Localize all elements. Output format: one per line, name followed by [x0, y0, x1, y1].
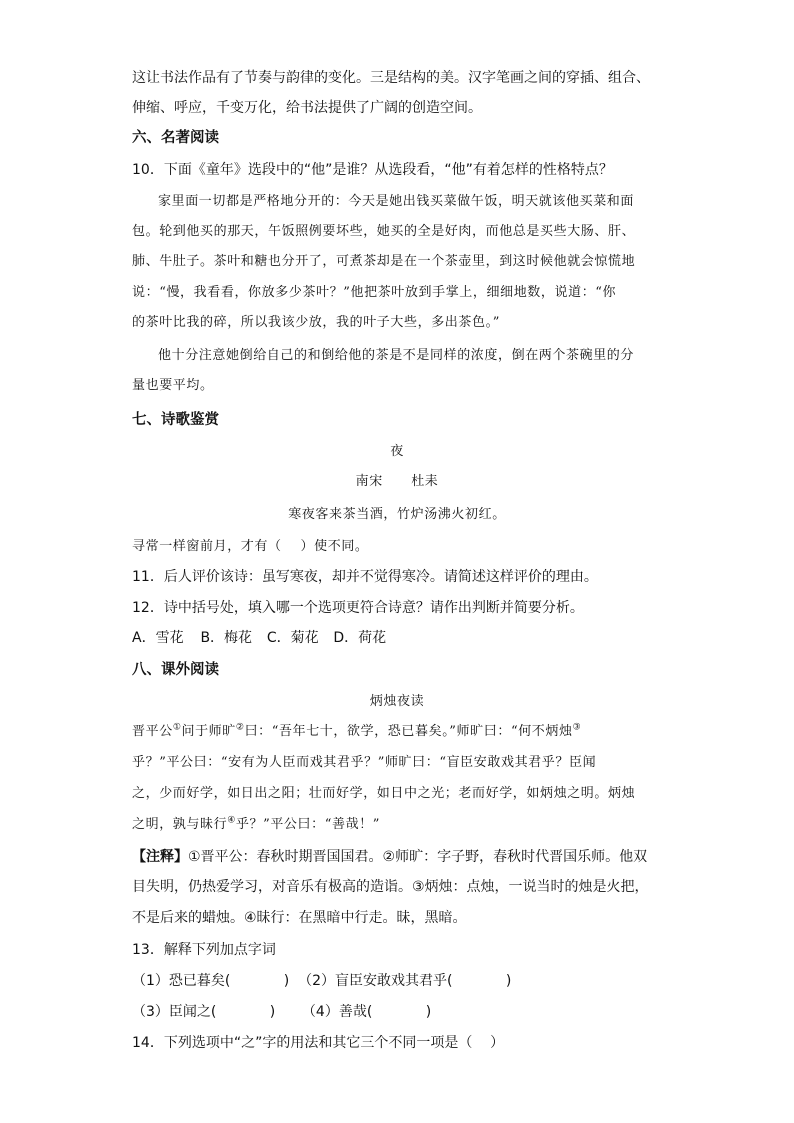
- section-6-heading: 六、名著阅读: [132, 130, 219, 146]
- question-10: 10．下面《童年》选段中的“他”是谁？从选段看，“他”有着怎样的性格特点？: [132, 162, 613, 178]
- annotation-label: 【注释】: [132, 849, 188, 865]
- footnote-marker: ②: [235, 722, 245, 733]
- passage-line: 包。轮到他买的那天，午饭照例要坏些，她买的全是好肉，而他总是买些大肠、肝、: [132, 224, 636, 239]
- passage-line: 量也要平均。: [132, 378, 214, 393]
- footnote-marker: ④: [227, 815, 236, 826]
- option-c: C．菊花: [266, 630, 319, 646]
- footnote-marker: ③: [572, 722, 582, 733]
- question-13-items-1: （1）恐已暮矣( ) （2）盲臣安敢戏其君乎( ): [132, 973, 512, 989]
- classical-passage-line: 乎？”平公曰：“安有为人臣而戏其君乎？”师旷曰：“盲臣安敢戏其君乎？臣闻: [132, 755, 597, 770]
- passage-line: 家里面一切都是严格地分开的：今天是她出钱买菜做午饭，明天就该他买菜和面: [158, 194, 635, 209]
- poem-line-1: 寒夜客来茶当酒，竹炉汤沸火初红。: [288, 507, 506, 522]
- intro-line-1: 这让书法作品有了节奏与韵律的变化。三是结构的美。汉字笔画之间的穿插、组合、: [132, 70, 650, 86]
- passage-line: 的茶叶比我的碎，所以我该少放，我的叶子大些，多出茶色。”: [132, 315, 500, 330]
- poem-title: 夜: [390, 444, 404, 459]
- passage-line: 说：“慢，我看看，你放多少茶叶？”他把茶叶放到手掌上，细细地数，说道：“你: [132, 285, 617, 300]
- question-13: 13．解释下列加点字词: [132, 942, 276, 958]
- option-b: B．梅花: [200, 630, 253, 646]
- question-12: 12．诗中括号处，填入哪一个选项更符合诗意？请作出判断并简要分析。: [132, 600, 584, 616]
- passage-title: 炳烛夜读: [369, 694, 425, 709]
- intro-line-2: 伸缩、呼应，千变万化，给书法提供了广阔的创造空间。: [132, 100, 482, 116]
- option-a: A．雪花: [132, 630, 184, 646]
- classical-passage-line: 之，少而好学，如日出之阳；壮而好学，如日中之光；老而好学，如炳烛之明。炳烛: [132, 786, 636, 801]
- poem-line-2: 寻常一样窗前月，才有（ ）使不同。: [132, 539, 369, 554]
- question-12-options: [132, 628, 386, 648]
- passage-line: 他十分注意她倒给自己的和倒给他的茶是不是同样的浓度，倒在两个茶碗里的分: [158, 348, 635, 363]
- section-7-heading: 七、诗歌鉴赏: [132, 412, 219, 428]
- question-13-items-2: （3）臣闻之( ) （4）善哉( ): [132, 1004, 432, 1020]
- classical-passage-line: 之明，孰与昧行④乎？”平公曰：“善哉！”: [132, 815, 381, 832]
- footnote-marker: ①: [172, 722, 182, 733]
- classical-passage-line: 晋平公①问于师旷②曰：“吾年七十，欲学，恐已暮矣。”师旷曰：“何不炳烛③: [132, 722, 582, 739]
- annotation-line-2: 目失明，仍热爱学习，对音乐有极高的造诣。③炳烛：点烛，一说当时的烛是火把，: [132, 879, 649, 895]
- annotation-line-3: 不是后来的蜡烛。④昧行：在黑暗中行走。昧，黑暗。: [132, 910, 467, 926]
- passage-line: 肺、牛肚子。茶叶和糖也分开了，可煮茶却是在一个茶壶里，到这时候他就会惊慌地: [132, 254, 636, 269]
- poem-author: 南宋 杜耒: [355, 474, 439, 489]
- question-11: 11．后人评价该诗：虽写寒夜，却并不觉得寒冷。请简述这样评价的理由。: [132, 569, 598, 585]
- section-8-heading: 八、课外阅读: [132, 662, 219, 678]
- option-d: D．荷花: [333, 630, 387, 646]
- question-14: 14．下列选项中“之”字的用法和其它三个不同一项是（ ）: [132, 1035, 505, 1051]
- annotation-line-1: 【注释】①晋平公：春秋时期晋国国君。②师旷：字子野，春秋时代晋国乐师。他双: [132, 849, 648, 865]
